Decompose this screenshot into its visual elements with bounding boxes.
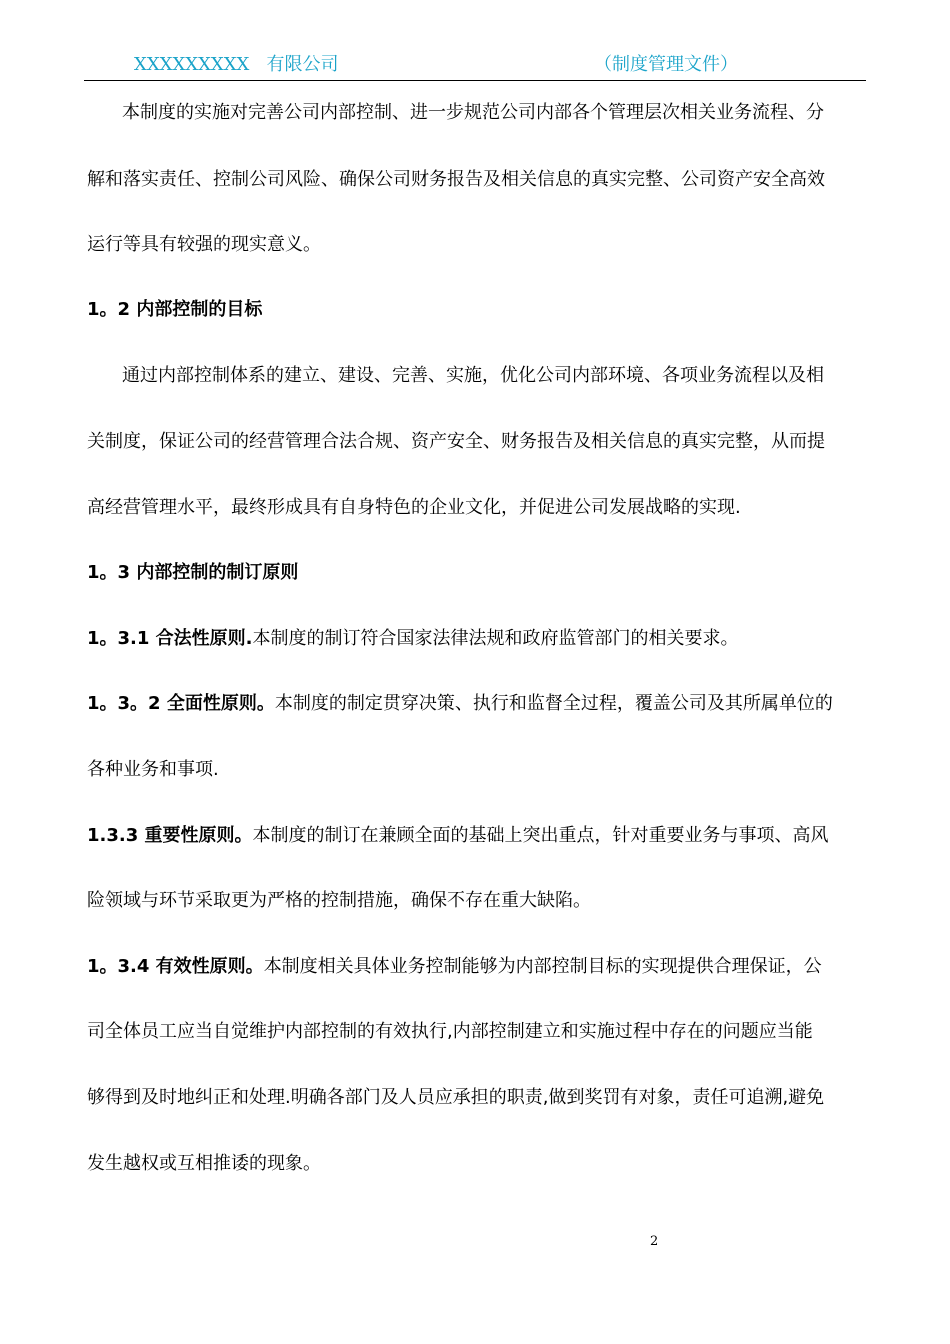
subsection-title: 1.3.3 重要性原则。 [87,825,253,846]
paragraph-line: 关制度，保证公司的经营管理合法合规、资产安全、财务报告及相关信息的真实完整，从而提 [87,431,825,452]
paragraph-line: 通过内部控制体系的建立、建设、完善、实施，优化公司内部环境、各项业务流程以及相 [122,365,824,386]
page-header [84,48,866,81]
paragraph-line: 本制度的实施对完善公司内部控制、进一步规范公司内部各个管理层次相关业务流程、分 [122,102,824,123]
section-heading-1-2: 1。2 内部控制的目标 [87,299,263,320]
header-company-name: XXXXXXXXX 有限公司 [134,54,339,75]
subsection-title: 1。3.1 合法性原则. [87,628,253,649]
paragraph-line: 各种业务和事项. [87,759,219,780]
paragraph-line: 司全体员工应当自觉维护内部控制的有效执行,内部控制建立和实施过程中存在的问题应当能 [87,1021,813,1042]
paragraph-line: 发生越权或互相推诿的现象。 [87,1153,321,1174]
subsection-text: 本制度的制订在兼顾全面的基础上突出重点，针对重要业务与事项、高风 [252,825,829,846]
subsection-text: 本制度的制订符合国家法律法规和政府监管部门的相关要求。 [252,628,739,649]
header-document-type: （制度管理文件） [594,54,738,75]
page-number: 2 [650,1234,659,1249]
subsection-title: 1。3.4 有效性原则。 [87,956,264,977]
subsection-title: 1。3。2 全面性原则。 [87,693,275,714]
paragraph-line: 险领域与环节采取更为严格的控制措施，确保不存在重大缺陷。 [87,890,591,911]
section-heading-1-3: 1。3 内部控制的制订原则 [87,562,299,583]
subsection-1-3-3 [87,824,829,848]
paragraph-line: 高经营管理水平，最终形成具有自身特色的企业文化，并促进公司发展战略的实现. [87,497,741,518]
subsection-text: 本制度的制定贯穿决策、执行和监督全过程，覆盖公司及其所属单位的 [274,693,833,714]
paragraph-line: 解和落实责任、控制公司风险、确保公司财务报告及相关信息的真实完整、公司资产安全高效 [87,169,825,190]
paragraph-line: 运行等具有较强的现实意义。 [87,234,321,255]
subsection-1-3-2 [87,692,833,716]
subsection-1-3-1 [87,627,739,651]
subsection-1-3-4 [87,955,822,979]
subsection-text: 本制度相关具体业务控制能够为内部控制目标的实现提供合理保证，公 [263,956,822,977]
paragraph-line: 够得到及时地纠正和处理.明确各部门及人员应承担的职责,做到奖罚有对象，责任可追溯,避免 [87,1087,825,1108]
